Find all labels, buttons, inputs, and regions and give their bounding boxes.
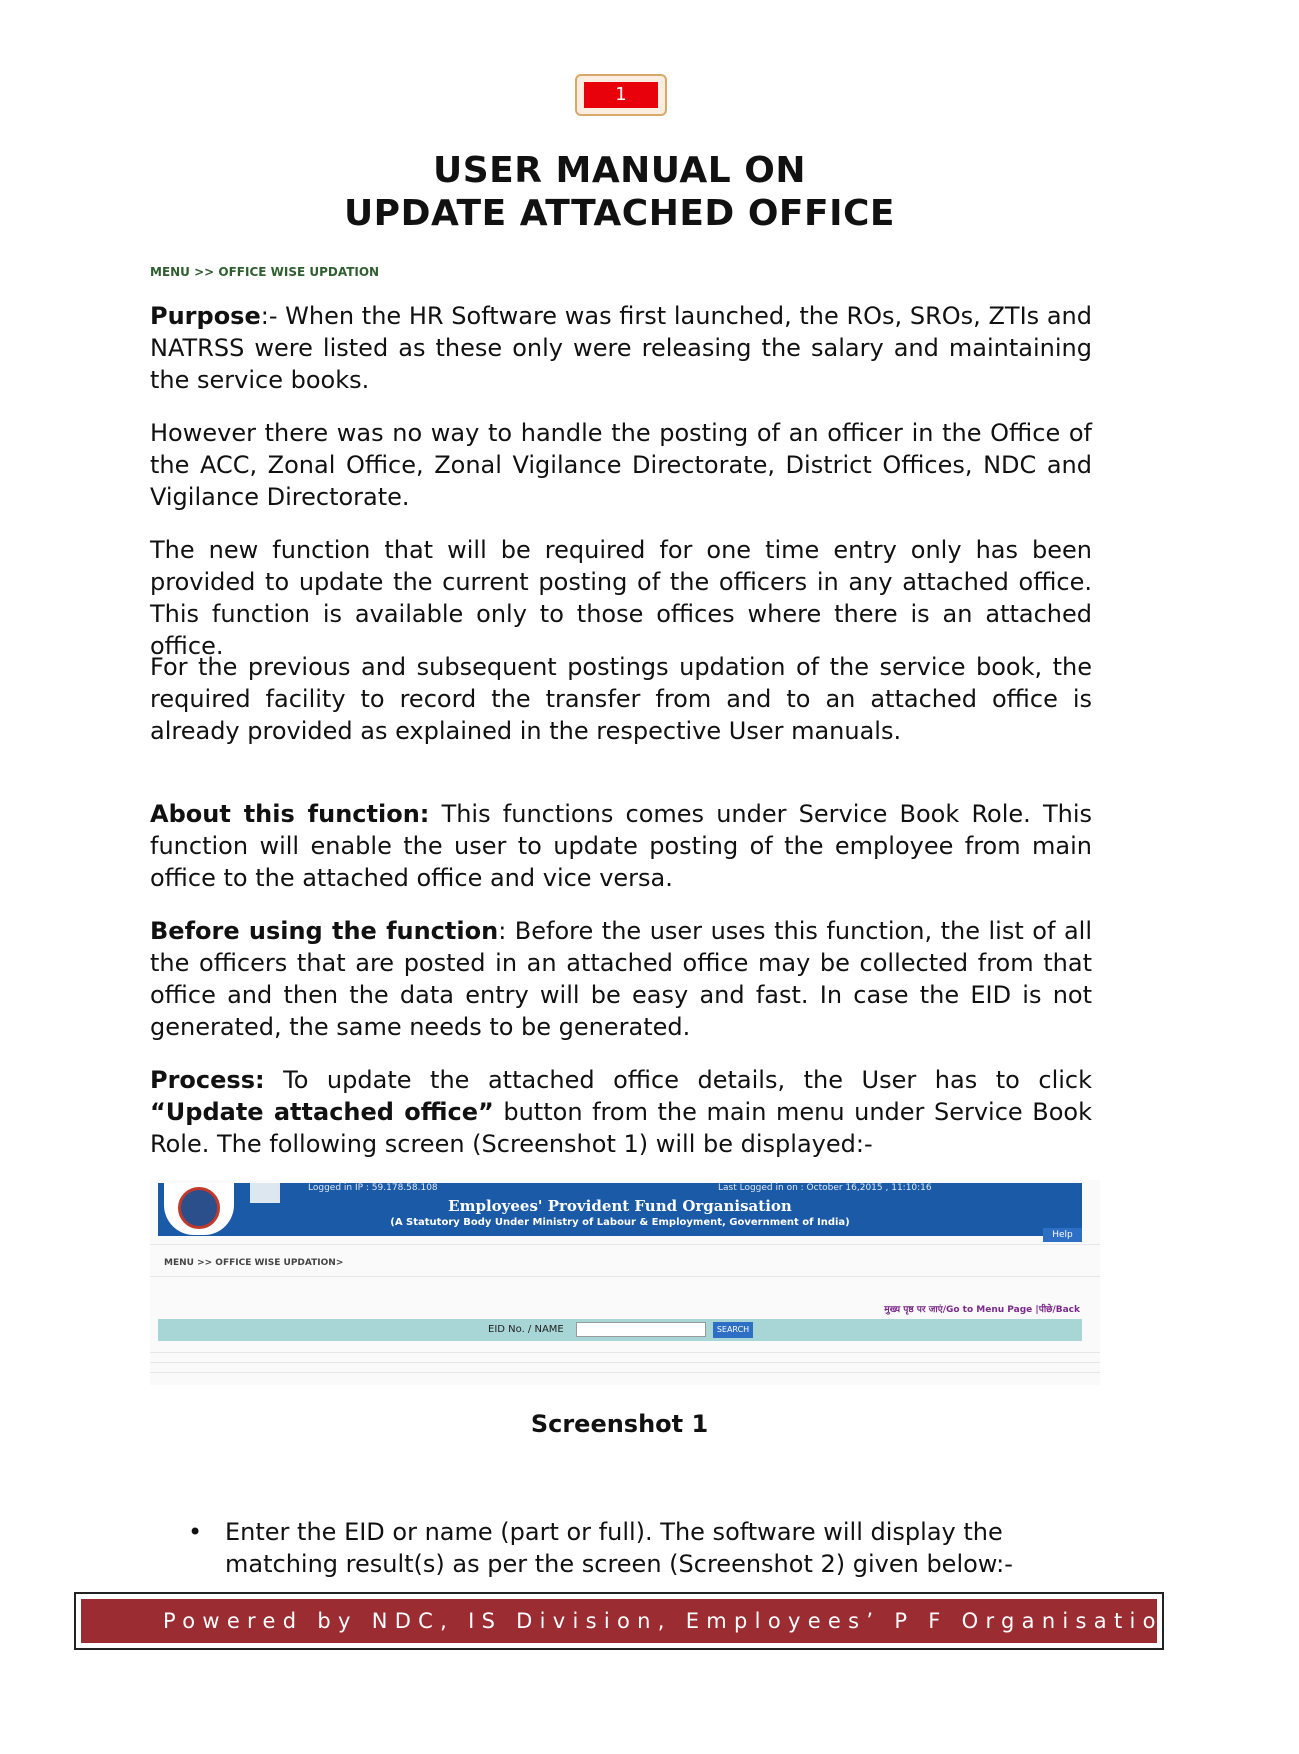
before-paragraph	[150, 915, 1092, 1043]
footer-text: Powered by NDC, IS Division, Employees’ P F Organisation, India	[81, 1599, 1157, 1643]
page-number: 1	[584, 82, 658, 108]
purpose-label: Purpose	[150, 302, 261, 330]
divider	[150, 1276, 1100, 1277]
about-text: This functions comes under Service Book Role. This function will enable the user to update posting of the employee from main office to the attached office and vice versa.	[150, 800, 1093, 892]
last-logged: Last Logged in on : October 16,2015 , 11:10:16	[718, 1183, 932, 1193]
screenshot-breadcrumb: MENU >> OFFICE WISE UPDATION>	[164, 1258, 344, 1268]
before-text: : Before the user uses this function, the list of all the officers that are posted in an attached office may be collected from that office and then the data entry will be easy and fast. In case the EID is not generated, the same needs to be generated.	[150, 917, 1092, 1041]
divider	[150, 1362, 1100, 1363]
logged-ip: Logged in IP : 59.178.58.108	[308, 1183, 438, 1193]
divider	[150, 1372, 1100, 1373]
divider	[150, 1244, 1100, 1245]
purpose-text: :- When the HR Software was first launched, the ROs, SROs, ZTIs and NATRSS were listed as these only were releasing the salary and maintaining the service books.	[150, 302, 1092, 394]
help-button[interactable]: Help	[1043, 1228, 1082, 1242]
screenshot-header	[158, 1183, 1082, 1236]
new-function-paragraph: The new function that will be required for one time entry only has been provided to update the current posting of the officers in any attached office. This function is available only to those offices where there is an attached office.	[150, 536, 1092, 660]
posting-paragraph: However there was no way to handle the posting of an officer in the Office of the ACC, Zonal Office, Zonal Vigilance Directorate, District Offices, NDC and Vigilance Directorate.	[150, 419, 1092, 511]
process-text-2: button from the main menu under Service Book Role. The following screen (Screenshot 1) will be displayed:-	[150, 1098, 1092, 1158]
menu-back-links[interactable]: मुख्य पृष्ठ पर जाएं/Go to Menu Page |पीछे/Back	[884, 1305, 1080, 1315]
process-paragraph	[150, 1064, 1092, 1160]
eid-name-input[interactable]	[576, 1322, 706, 1337]
list-item	[150, 1516, 1092, 1580]
divider	[150, 1352, 1100, 1353]
screenshot-caption: Screenshot 1	[530, 1410, 709, 1438]
search-button[interactable]: SEARCH	[713, 1322, 753, 1338]
instruction-list	[150, 1516, 1092, 1580]
about-label: About this function:	[150, 800, 430, 828]
breadcrumb: MENU >> OFFICE WISE UPDATION	[150, 265, 380, 279]
previous-postings-paragraph: For the previous and subsequent postings updation of the service book, the required facility to record the transfer from and to an attached office is already provided as explained in the respective User manuals.	[150, 653, 1092, 745]
before-label: Before using the function	[150, 917, 499, 945]
list-item-text: Enter the EID or name (part or full). The software will display the matching result(s) as per the screen (Screenshot 2) given below:-	[225, 1518, 1013, 1578]
org-name: Employees' Provident Fund Organisation	[448, 1197, 792, 1215]
footer	[74, 1592, 1299, 1650]
eid-name-label: EID No. / NAME	[488, 1324, 564, 1335]
process-button-name: “Update attached office”	[150, 1098, 494, 1126]
org-subtitle: (A Statutory Body Under Ministry of Labour & Employment, Government of India)	[390, 1217, 850, 1228]
search-bar	[158, 1319, 1082, 1341]
page-number-badge	[575, 74, 667, 116]
title-line-2: UPDATE ATTACHED OFFICE	[343, 193, 896, 234]
about-paragraph	[150, 798, 1092, 894]
purpose-paragraph	[150, 300, 1092, 396]
process-text-1: To update the attached office details, the User has to click	[264, 1066, 1092, 1094]
process-label: Process:	[150, 1066, 265, 1094]
bullet-icon: •	[188, 1518, 203, 1546]
title-line-1: USER MANUAL ON	[432, 150, 806, 191]
screenshot-1	[150, 1180, 1100, 1385]
